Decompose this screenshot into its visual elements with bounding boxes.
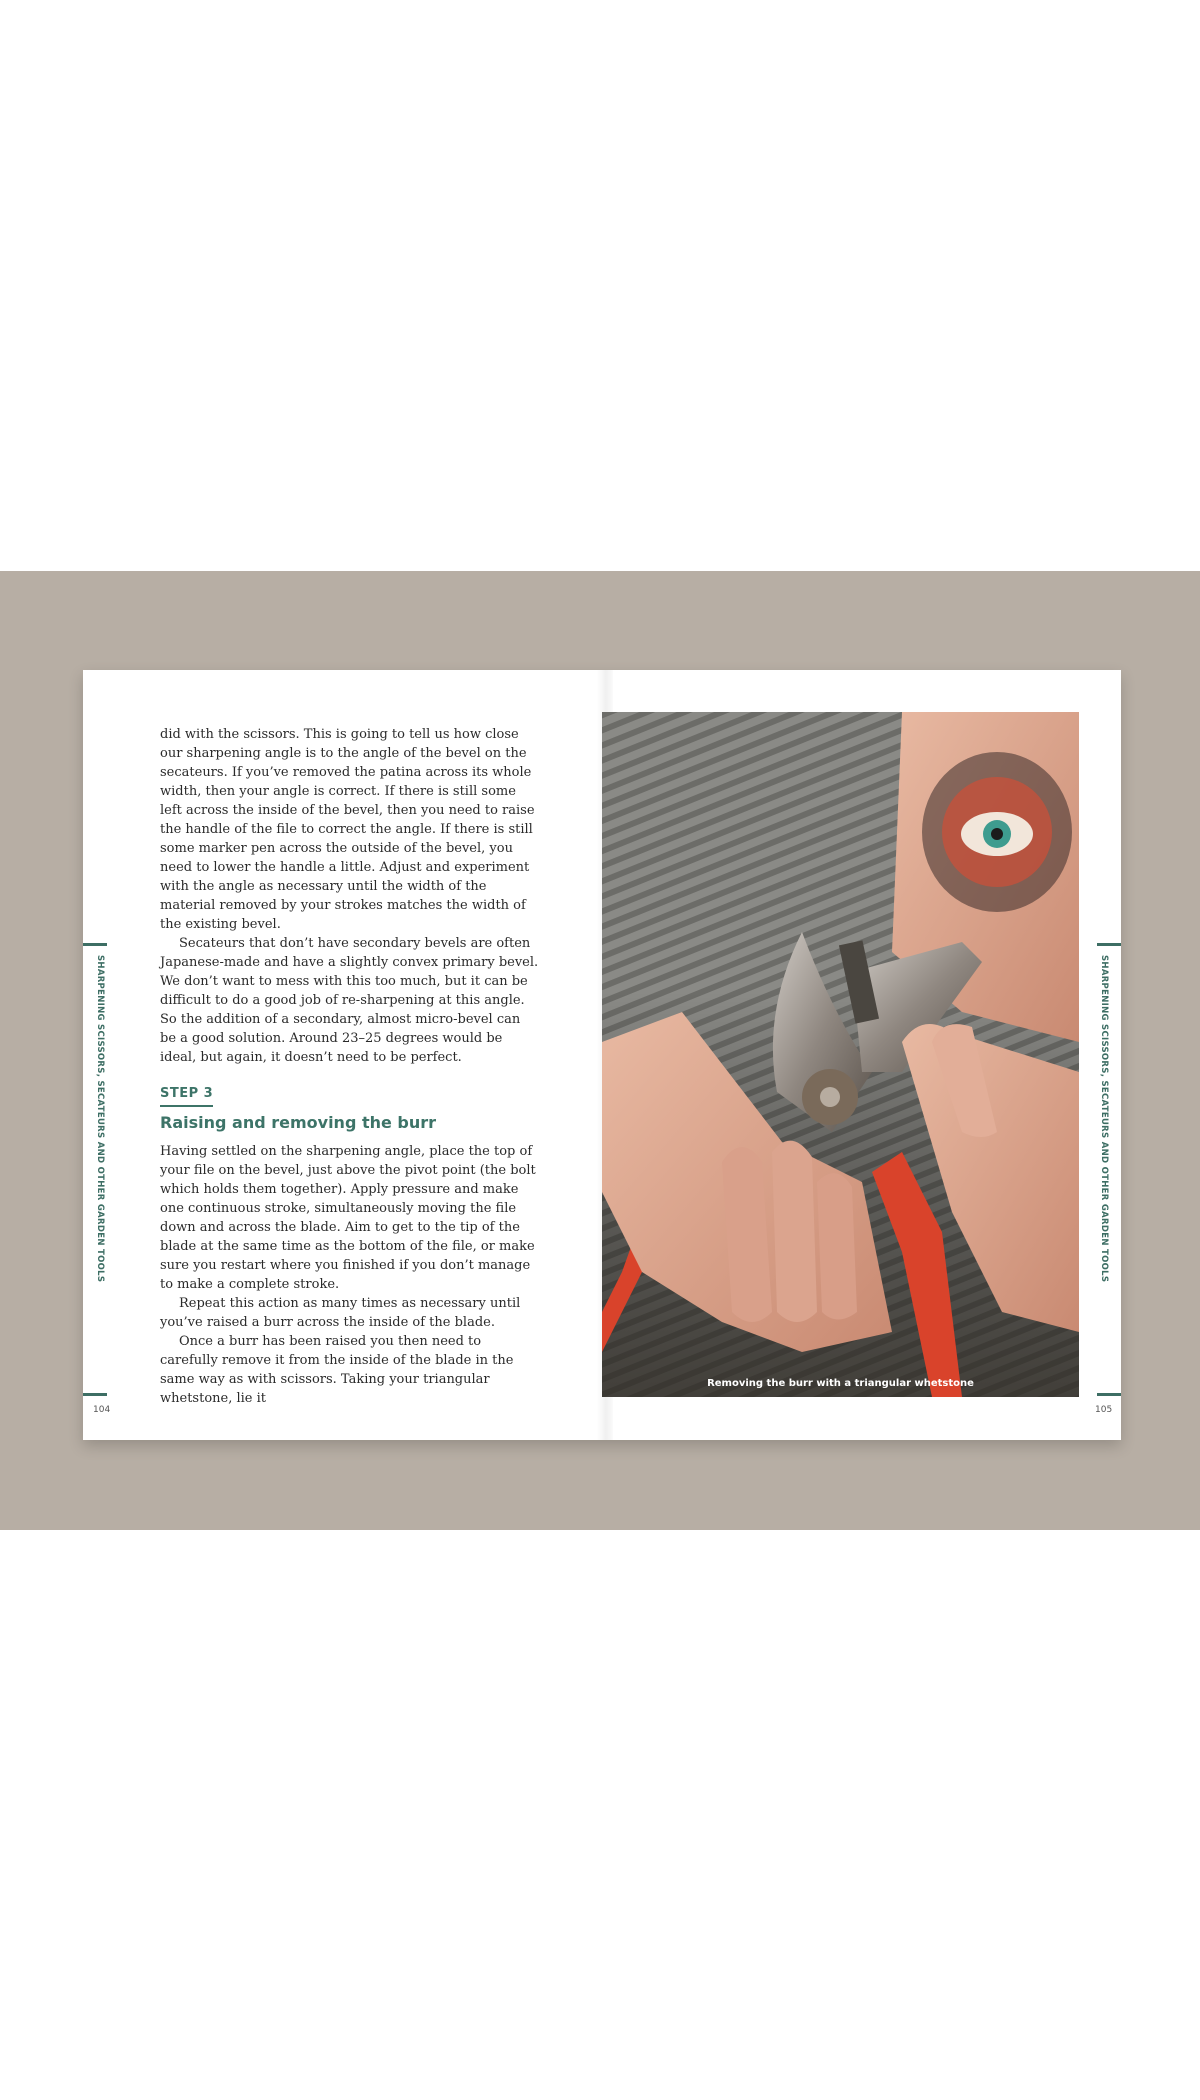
left-page-body <box>160 725 540 1408</box>
tattoo <box>922 752 1072 912</box>
book-spread <box>83 670 1121 1440</box>
body-paragraph-2: Secateurs that don’t have secondary bevels are often Japanese-made and have a slightly convex primary bevel. We don’t want to mess with this too much, but it can be difficult to do a good job of re-sharpening at this angle. So the addition of a secondary, almost micro-bevel can be a good solution. Around 23–25 degrees would be ideal, but again, it doesn’t need to be perfect. <box>160 936 539 1065</box>
step-paragraph-2: Repeat this action as many times as necessary until you’ve raised a burr across the inside of the blade. <box>160 1296 521 1330</box>
side-tab-bottom-rule <box>83 1393 107 1396</box>
right-side-tab <box>1097 943 1121 1393</box>
right-page-number: 105 <box>1095 1405 1113 1415</box>
left-running-head: SHARPENING SCISSORS, SECATEURS AND OTHER GARDEN TOOLS <box>95 955 105 1283</box>
right-side-tab-top-rule <box>1097 943 1121 946</box>
step-paragraph-3: Once a burr has been raised you then need to carefully remove it from the inside of the blade in the same way as with scissors. Taking your triangular whetstone, lie it <box>160 1334 514 1406</box>
left-side-tab <box>83 943 107 1393</box>
step-label: STEP 3 <box>160 1084 213 1107</box>
photo-caption: Removing the burr with a triangular whetstone <box>707 1378 974 1389</box>
body-paragraph-1: did with the scissors. This is going to tell us how close our sharpening angle is to the angle of the bevel on the secateurs. If you’ve removed the patina across its whole width, then your angle is correct. If there is still some left across the inside of the bevel, then you need to raise the handle of the file to correct the angle. If there is still some marker pen across the outside of the bevel, you need to lower the handle a little. Adjust and experiment with the angle as necessary until the width of the material removed by your strokes matches the width of the existing bevel. <box>160 727 535 932</box>
left-page-number: 104 <box>93 1405 111 1415</box>
step-paragraph-1: Having settled on the sharpening angle, place the top of your file on the bevel, just above the pivot point (the bolt which holds them together). Apply pressure and make one continuous stroke, simultaneously moving the file down and across the blade. Aim to get to the tip of the blade at the same time as the bottom of the file, or make sure you restart where you finished if you don’t manage to make a complete stroke. <box>160 1144 536 1292</box>
right-side-tab-bottom-rule <box>1097 1393 1121 1396</box>
secateurs-photo <box>602 712 1079 1397</box>
side-tab-top-rule <box>83 943 107 946</box>
step-title: Raising and removing the burr <box>160 1113 437 1132</box>
photo-illustration <box>602 712 1079 1397</box>
right-running-head: SHARPENING SCISSORS, SECATEURS AND OTHER GARDEN TOOLS <box>1099 955 1109 1283</box>
